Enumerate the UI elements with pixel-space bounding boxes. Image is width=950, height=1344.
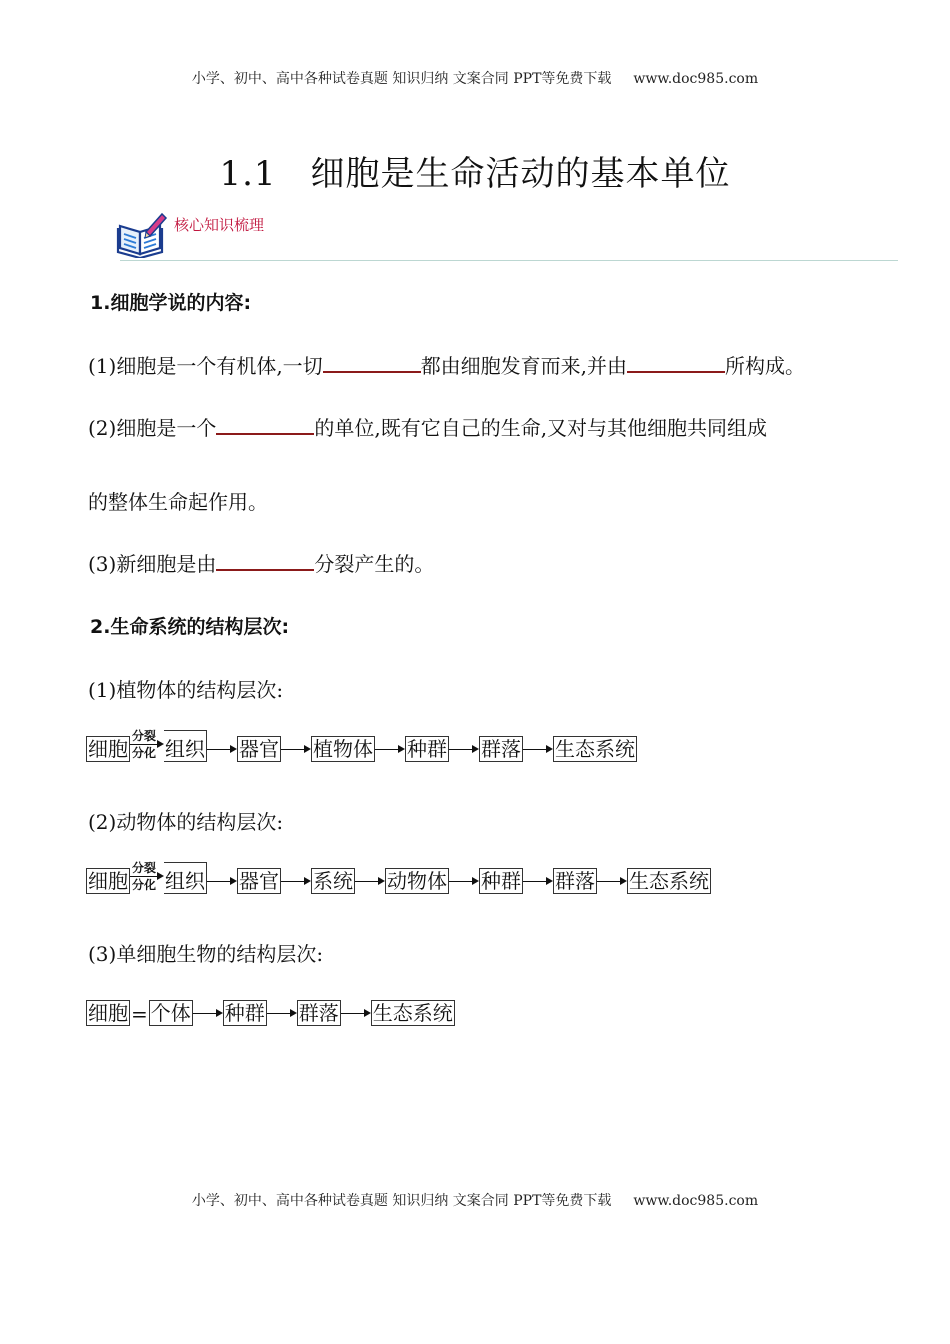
split-label-top: 分裂 (132, 861, 157, 875)
section-label: 核心知识梳理 (174, 216, 265, 234)
unicell-label: (3)单细胞生物的结构层次: (88, 942, 324, 966)
arrow-icon (355, 876, 385, 888)
unicell-item-cell: 细胞 (88, 1001, 128, 1025)
animal-item-ecosystem: 生态系统 (629, 869, 709, 893)
arrow-icon (523, 876, 553, 888)
line-1-text-c: 所构成。 (725, 354, 806, 378)
plant-item-plant: 植物体 (313, 737, 373, 761)
unicell-item-individual: 个体 (150, 1001, 191, 1025)
animal-item-animal: 动物体 (387, 869, 447, 893)
split-differentiate-arrow (130, 862, 164, 894)
split-differentiate-arrow (130, 730, 164, 762)
header-text: 小学、初中、高中各种试卷真题 知识归纳 文案合同 PPT等免费下载 (191, 71, 612, 87)
plant-item-cell: 细胞 (88, 737, 128, 761)
plant-item-tissue: 组织 (164, 730, 207, 762)
arrow-icon (597, 876, 627, 888)
plant-item-ecosystem: 生态系统 (555, 737, 635, 761)
plant-item-population: 种群 (407, 737, 447, 761)
header-site[interactable]: www.doc985.com (633, 71, 759, 87)
plant-item-community: 群落 (481, 737, 521, 761)
blank-1[interactable] (323, 351, 421, 373)
page-header (0, 68, 950, 88)
blank-2[interactable] (627, 351, 725, 373)
unicell-item-ecosystem: 生态系统 (372, 1001, 453, 1025)
arrow-icon (193, 1008, 223, 1020)
line-1 (88, 350, 805, 379)
title-text: 细胞是生命活动的基本单位 (310, 154, 731, 194)
arrow-icon (281, 744, 311, 756)
blank-4[interactable] (216, 549, 314, 571)
book-pen-icon (116, 212, 168, 258)
page-footer (0, 1190, 950, 1210)
arrow-icon (207, 744, 237, 756)
unicell-flow (86, 994, 455, 1026)
plant-item-organ: 器官 (239, 737, 279, 761)
line-2 (88, 412, 767, 441)
page-title (0, 146, 950, 195)
unicell-item-community: 群落 (298, 1001, 339, 1025)
footer-text: 小学、初中、高中各种试卷真题 知识归纳 文案合同 PPT等免费下载 (191, 1193, 612, 1209)
arrow-icon (375, 744, 405, 756)
animal-item-community: 群落 (555, 869, 595, 893)
heading-life-system: 2.生命系统的结构层次: (90, 616, 290, 638)
line-2-text-b: 的单位,既有它自己的生命,又对与其他细胞共同组成 (314, 416, 768, 440)
equals-sign: = (131, 1002, 148, 1026)
split-label-bottom: 分化 (132, 746, 157, 760)
animal-item-organ: 器官 (239, 869, 279, 893)
animal-flow (86, 862, 711, 894)
heading-cell-theory: 1.细胞学说的内容: (90, 292, 252, 314)
plant-label: (1)植物体的结构层次: (88, 678, 284, 702)
line-2-text-a: (2)细胞是一个 (88, 416, 217, 440)
line-1-text-a: (1)细胞是一个有机体,一切 (88, 354, 323, 378)
arrow-icon (281, 876, 311, 888)
footer-site[interactable]: www.doc985.com (633, 1193, 759, 1209)
animal-label: (2)动物体的结构层次: (88, 810, 284, 834)
plant-flow (86, 730, 637, 762)
split-label-top: 分裂 (132, 729, 157, 743)
split-label-bottom: 分化 (132, 878, 157, 892)
animal-item-cell: 细胞 (88, 869, 128, 893)
section-divider (120, 260, 898, 261)
line-3-text-b: 分裂产生的。 (314, 552, 435, 576)
animal-item-tissue: 组织 (164, 862, 207, 894)
arrow-icon (267, 1008, 297, 1020)
line-1-text-b: 都由细胞发育而来,并由 (420, 354, 628, 378)
arrow-icon (523, 744, 553, 756)
arrow-icon (207, 876, 237, 888)
animal-item-system: 系统 (313, 869, 353, 893)
unicell-item-population: 种群 (224, 1001, 265, 1025)
line-3 (88, 548, 434, 577)
arrow-icon (449, 876, 479, 888)
blank-3[interactable] (216, 413, 314, 435)
title-number: 1.1 (219, 154, 277, 194)
line-2-cont: 的整体生命起作用。 (88, 490, 268, 514)
arrow-icon (449, 744, 479, 756)
arrow-icon (341, 1008, 371, 1020)
animal-item-population: 种群 (481, 869, 521, 893)
line-3-text-a: (3)新细胞是由 (88, 552, 217, 576)
